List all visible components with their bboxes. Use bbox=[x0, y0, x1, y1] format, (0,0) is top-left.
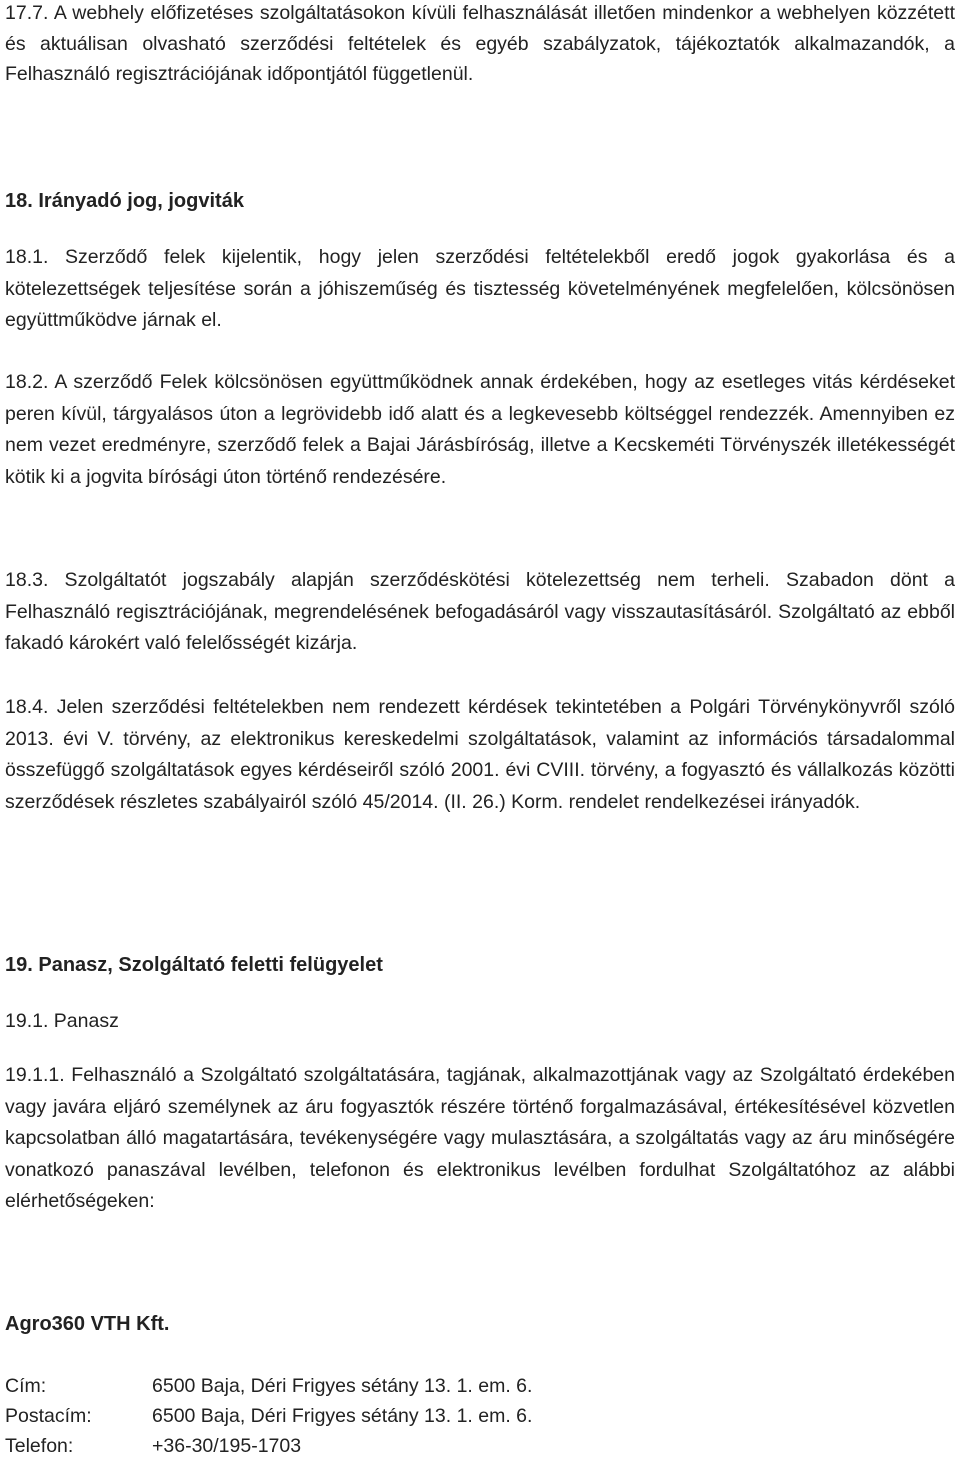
paragraph-18-3: 18.3. Szolgáltatót jogszabály alapján szerződéskötési kötelezettség nem terheli. Szabadon dönt a Felhasználó regisztrációjának, megrendelésének befogadásáról vagy visszautasításáról. Szolgáltató az ebből fakadó károkért való felelősségét kizárja. bbox=[5, 569, 955, 654]
paragraph-18-2: 18.2. A szerződő Felek kölcsönösen együttműködnek annak érdekében, hogy az esetleges vitás kérdéseket peren kívül, tárgyalásos úton a legrövidebb idő alatt és a legkevesebb költséggel rendezzék. Amennyiben ez nem vezet eredményre, szerződő felek a Bajai Járásbíróság, illetve a Kecskeméti Törvényszék illetékességét kötik ki a jogvita bírósági úton történő rendezésére. bbox=[5, 371, 955, 488]
contact-row-postal-address bbox=[5, 1401, 532, 1431]
section-heading-19: 19. Panasz, Szolgáltató feletti felügyelet bbox=[5, 954, 383, 976]
contact-label: Telefon: bbox=[5, 1435, 74, 1457]
contact-row-phone bbox=[5, 1431, 301, 1461]
company-name: Agro360 VTH Kft. bbox=[5, 1313, 170, 1335]
paragraph-18-1: 18.1. Szerződő felek kijelentik, hogy jelen szerződési feltételekből eredő jogok gyakorlása és a kötelezettségek teljesítése során a jóhiszeműség és tisztesség követelményének megfelelően, kölcsönösen együttműködve járnak el. bbox=[5, 246, 955, 331]
contact-label: Postacím: bbox=[5, 1405, 92, 1427]
paragraph-17-7: 17.7. A webhely előfizetéses szolgáltatásokon kívüli felhasználását illetően mindenkor a webhelyen közzétett és aktuálisan olvasható szerződési feltételek és egyéb szabályzatok, tájékoztatók alkalmazandók, a Felhasználó regisztrációjának időpontjától függetlenül. bbox=[5, 2, 955, 85]
section-heading-18: 18. Irányadó jog, jogviták bbox=[5, 190, 244, 212]
paragraph-18-4: 18.4. Jelen szerződési feltételekben nem rendezett kérdések tekintetében a Polgári Törvénykönyvről szóló 2013. évi V. törvény, az elektronikus kereskedelmi szolgáltatások, valamint az információs társadalommal összefüggő szolgáltatások egyes kérdéseiről szóló 2001. évi CVIII. törvény, a fogyasztó és vállalkozás közötti szerződések részletes szabályairól szóló 45/2014. (II. 26.) Korm. rendelet rendelkezései irányadók. bbox=[5, 696, 955, 813]
contact-value: +36-30/195-1703 bbox=[152, 1435, 302, 1457]
paragraph-19-1-1: 19.1.1. Felhasználó a Szolgáltató szolgáltatására, tagjának, alkalmazottjának vagy az Szolgáltató érdekében vagy javára eljáró személynek az áru fogyasztók részére történő forgalmazásával, értékesítésével közvetlen kapcsolatban álló magatartására, tevékenységére vagy mulasztására, a szolgáltatás vagy az áru minőségére vonatkozó panaszával levélben, telefonon és elektronikus levélben fordulhat Szolgáltatóhoz az alábbi elérhetőségeken: bbox=[5, 1064, 955, 1212]
contact-value: 6500 Baja, Déri Frigyes sétány 13. 1. em. 6. bbox=[152, 1375, 533, 1397]
contact-label: Cím: bbox=[5, 1375, 47, 1397]
contact-value: 6500 Baja, Déri Frigyes sétány 13. 1. em. 6. bbox=[152, 1405, 533, 1427]
subsection-heading-19-1: 19.1. Panasz bbox=[5, 1010, 119, 1032]
contact-row-address bbox=[5, 1371, 532, 1401]
